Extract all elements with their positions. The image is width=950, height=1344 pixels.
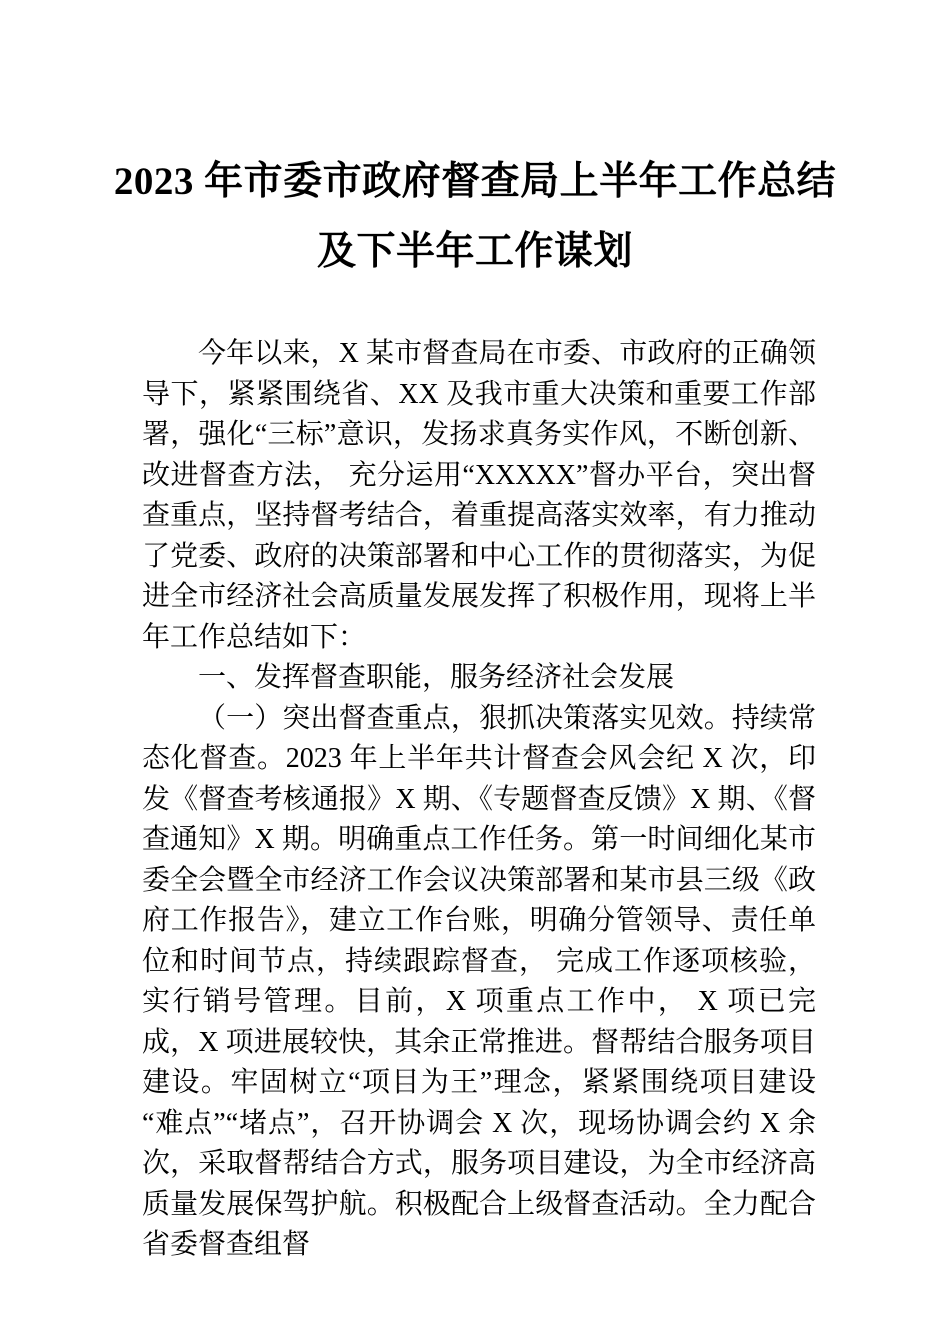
section-1-heading: 一、发挥督查职能，服务经济社会发展 (198, 662, 675, 693)
document-body (142, 334, 816, 1266)
paragraph-section-1-1: （一）突出督查重点，狠抓决策落实见效。持续常态化督查。2023 年上半年共计督查会风会纪 X 次，印发《督查考核通报》X 期、《专题督查反馈》X 期、《督查通知》X 期。明确重点工作任务。第一时间细化某市委全会暨全市经济工作会议决策部署和某市县三级《政府工作报告》，建立工作台账，明确分管领导、责任单位和时间节点，持续跟踪督查， 完成工作逐项核验，实行销号管理。目前，X 项重点工作中， X 项已完成，X 项进展较快，其余正常推进。督帮结合服务项目建设。牢固树立“项目为王”理念，紧紧围绕项目建设“难点”“堵点”，召开协调会 X 次，现场协调会约 X 余次，采取督帮结合方式，服务项目建设，为全市经济高质量发展保驾护航。积极配合上级督查活动。全力配合省委督查组督 (142, 702, 816, 1260)
document-title (0, 147, 950, 287)
title-line-1: 2023 年市委市政府督查局上半年工作总结 (113, 160, 837, 203)
paragraph-intro: 今年以来，X 某市督查局在市委、市政府的正确领导下，紧紧围绕省、XX 及我市重大决策和重要工作部署，强化“三标”意识，发扬求真务实作风，不断创新、改进督查方法， 充分运用“XXXXX”督办平台，突出督查重点，坚持督考结合，着重提高落实效率，有力推动了党委、政府的决策部署和中心工作的贯彻落实，为促进全市经济社会高质量发展发挥了积极作用，现将上半年工作总结如下： (142, 338, 816, 653)
title-line-2: 及下半年工作谋划 (316, 230, 633, 273)
